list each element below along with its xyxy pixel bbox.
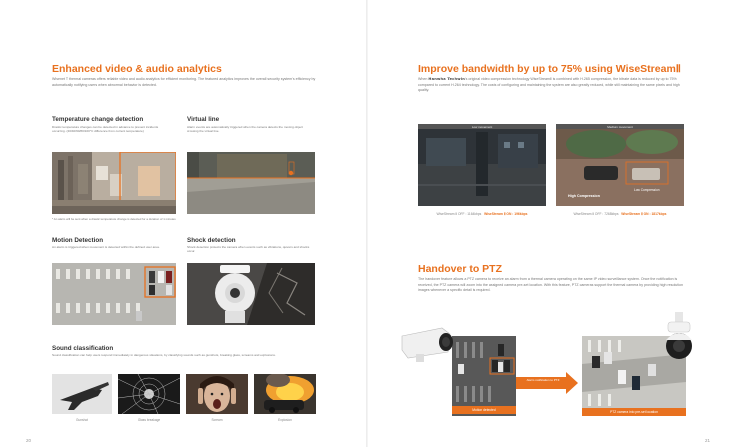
ptz-preset-label: PTZ camera into pre-set location bbox=[582, 408, 686, 416]
bandwidth-body-prefix: When bbox=[418, 77, 428, 81]
wisestream-caption-1 bbox=[418, 212, 546, 216]
wisestream-on-1: WiseStream Ⅱ ON : 196kbps bbox=[484, 212, 528, 216]
ptz-camera-image bbox=[664, 312, 694, 366]
temperature-image bbox=[52, 152, 176, 214]
thermal-view-image bbox=[452, 336, 516, 416]
shock-title: Shock detection bbox=[187, 237, 236, 244]
right-page bbox=[368, 0, 735, 447]
alarm-notification-label: Alarm notification to PTZ bbox=[526, 378, 560, 382]
virtual-line-image bbox=[187, 152, 315, 214]
hanwha-logo: Hanwha Techwin bbox=[428, 77, 465, 81]
left-page bbox=[0, 0, 367, 447]
scream-image bbox=[186, 374, 248, 414]
bandwidth-title: Improve bandwidth by up to 75% using WiseStreamⅡ bbox=[418, 63, 681, 75]
motion-title: Motion Detection bbox=[52, 237, 104, 244]
motion-body: An alarm is triggered when movement is detected within the defined user area. bbox=[52, 245, 160, 249]
virtual-line-title: Virtual line bbox=[187, 116, 220, 123]
analytics-intro: Wisenet T thermal cameras offers reliable video and audio analytics for efficient monitoring. The featured analytics improves the overall security system's efficiency by automatically notifying users when abnormal behavior is detected. bbox=[52, 77, 316, 87]
bandwidth-body bbox=[418, 77, 686, 94]
low-movement-image bbox=[418, 124, 546, 206]
thermal-camera-image bbox=[398, 324, 456, 364]
low-movement-label: Low movement bbox=[471, 125, 493, 129]
page-number-left: 20 bbox=[26, 438, 32, 443]
motion-detected-label: Motion detected bbox=[452, 406, 516, 414]
motion-image bbox=[52, 263, 176, 325]
wisestream-off-1: WiseStream Ⅱ OFF : 1164kbps bbox=[436, 212, 482, 216]
wisestream-off-2: WiseStream Ⅱ OFF : 7268kbps bbox=[573, 212, 619, 216]
temperature-body: Drastic temperature changes can be detected in advance to prevent incidents occurring. (20/40/60/80/100°C difference from current temperature) bbox=[52, 125, 159, 134]
analytics-title: Enhanced video & audio analytics bbox=[52, 63, 222, 75]
scream-caption: Scream bbox=[211, 418, 223, 422]
explosion-image bbox=[254, 374, 316, 414]
wisestream-on-2: WiseStream Ⅱ ON : 1817kbps bbox=[621, 212, 667, 216]
low-compression-tag: Low Compression bbox=[634, 188, 660, 192]
explosion-caption: Explosion bbox=[278, 418, 292, 422]
page-number-right: 21 bbox=[705, 438, 711, 443]
sound-title: Sound classification bbox=[52, 345, 114, 352]
shock-body: Shock detection protects the camera when events such as vibrations, quivers and shocks occur. bbox=[187, 245, 310, 254]
handover-arrow-icon bbox=[516, 372, 578, 394]
handover-title: Handover to PTZ bbox=[418, 263, 503, 275]
handover-body: The handover feature allows a PTZ camera to receive an alarm from a thermal camera operating on the same IP video surveillance system. Once the notification is received, the PTZ camera will zoom into the assigned camera pre-set location. With this feature, PTZ cameras support the thermal camera by providing high resolution images whenever a specific detail is required. bbox=[418, 277, 684, 293]
temperature-title: Temperature change detection bbox=[52, 116, 144, 123]
glass-breakage-image bbox=[118, 374, 180, 414]
sound-body: Sound classification can help users respond immediately in dangerous situations, by classifying sounds such as gunshots, breaking glass, screams and explosions. bbox=[52, 353, 276, 357]
medium-movement-label: Medium movement bbox=[607, 125, 633, 129]
shock-image bbox=[187, 263, 315, 325]
bandwidth-body-text: 's original video compression technology WiseStreamⅡ is combined with H.265 compression, the bitrate data is reduced by up to 75% compared to current H.264 technology. The costs of configuring and maintaining the system are also greatly reduced, while still maintaining the same pixels and high quality. bbox=[418, 77, 680, 93]
virtual-line-body: Alarm events are automatically triggered when the camera detects the moving object crossing the virtual line. bbox=[187, 125, 303, 134]
gunshot-caption: Gunshot bbox=[75, 418, 89, 422]
gunshot-image bbox=[52, 374, 112, 414]
wisestream-caption-2 bbox=[556, 212, 684, 216]
high-compression-tag: High Compression bbox=[568, 194, 600, 198]
temperature-note: * An alarm will be sent when a drastic temperature change is detected for a duration of 1 minutes bbox=[52, 217, 176, 221]
glass-breakage-caption: Glass breakage bbox=[137, 418, 161, 422]
